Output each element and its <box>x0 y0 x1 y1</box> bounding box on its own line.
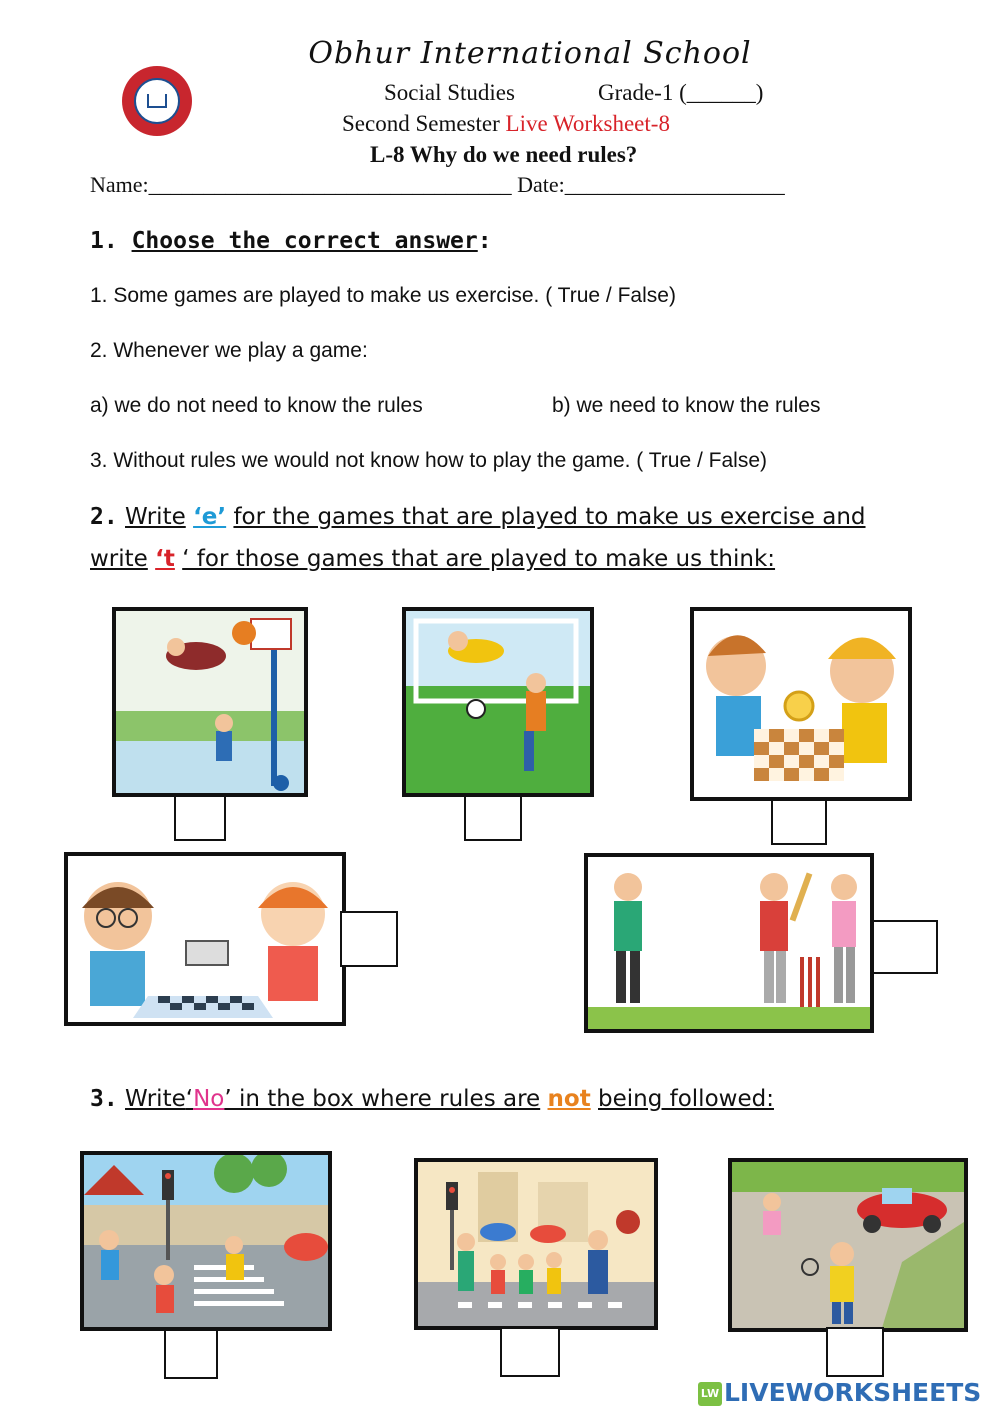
word-not: not <box>547 1086 591 1112</box>
section3-number: 3. <box>90 1086 118 1112</box>
answer-box-playing-in-road[interactable] <box>826 1327 884 1377</box>
answer-box-cricket[interactable] <box>872 920 938 974</box>
liveworksheets-brand[interactable]: LIVEWORKSHEETS <box>724 1378 982 1407</box>
section1-heading: Choose the correct answer <box>131 228 478 254</box>
section2-number: 2. <box>90 504 118 530</box>
date-field[interactable]: Date:____________________ <box>517 172 785 197</box>
question-2-text: 2. Whenever we play a game: <box>90 339 368 362</box>
section1-number: 1. <box>90 228 118 254</box>
letter-t: ‘t <box>155 546 175 572</box>
grade-label: Grade-1 (______) <box>598 80 764 105</box>
answer-box-basketball[interactable] <box>174 795 226 841</box>
question-3-options[interactable]: ( True / False) <box>636 449 767 472</box>
soccer-image <box>402 607 594 797</box>
section2-line1-rest: for the games that are played to make us exercise and <box>233 504 866 530</box>
chess-image <box>64 852 346 1026</box>
section1-title <box>90 228 492 254</box>
cricket-image <box>584 853 874 1033</box>
semester-label: Second Semester <box>342 111 500 136</box>
section3-title <box>90 1086 774 1112</box>
question-1-text: 1. Some games are played to make us exercise. <box>90 284 540 307</box>
section3-end: being followed: <box>598 1086 774 1112</box>
worksheet-number: Live Worksheet-8 <box>505 111 670 136</box>
answer-box-crosswalk-guard[interactable] <box>500 1327 560 1377</box>
letter-e: ‘e’ <box>193 504 227 530</box>
option-b[interactable]: b) we need to know the rules <box>552 394 821 417</box>
section3-mid: ’ in the box where rules are <box>224 1086 541 1112</box>
answer-box-soccer[interactable] <box>464 795 522 841</box>
section2-line1 <box>90 504 866 530</box>
liveworksheets-logo-icon: LW <box>698 1382 722 1406</box>
section2-write2: write <box>90 546 148 572</box>
question-1 <box>90 284 676 308</box>
checkers-image <box>690 607 912 801</box>
word-no: No <box>193 1086 225 1112</box>
basketball-image <box>112 607 308 797</box>
section2-write: Write <box>125 504 186 530</box>
answer-box-checkers[interactable] <box>771 799 827 845</box>
crossing-street-image <box>80 1151 332 1331</box>
lesson-title: L-8 Why do we need rules? <box>370 142 638 167</box>
question-3 <box>90 449 767 473</box>
section2-line2-rest: ‘ for those games that are played to make us think: <box>182 546 776 572</box>
section2-line2 <box>90 546 775 572</box>
subject-label: Social Studies <box>384 80 515 105</box>
playing-in-road-image <box>728 1158 968 1332</box>
option-a[interactable]: a) we do not need to know the rules <box>90 394 423 417</box>
section3-write: Write <box>125 1086 186 1112</box>
section1-colon: : <box>477 228 492 254</box>
school-logo <box>122 66 192 136</box>
question-1-options[interactable]: ( True / False) <box>545 284 676 307</box>
question-3-text: 3. Without rules we would not know how to play the game. <box>90 449 631 472</box>
answer-box-crossing-street[interactable] <box>164 1329 218 1379</box>
crosswalk-guard-image <box>414 1158 658 1330</box>
name-field[interactable]: Name:_________________________________ <box>90 172 512 197</box>
worksheet-line <box>342 111 670 137</box>
name-date-line <box>90 172 785 198</box>
answer-box-chess[interactable] <box>340 911 398 967</box>
school-name: Obhur International School <box>308 36 752 71</box>
section3-quote: ‘ <box>185 1086 194 1112</box>
